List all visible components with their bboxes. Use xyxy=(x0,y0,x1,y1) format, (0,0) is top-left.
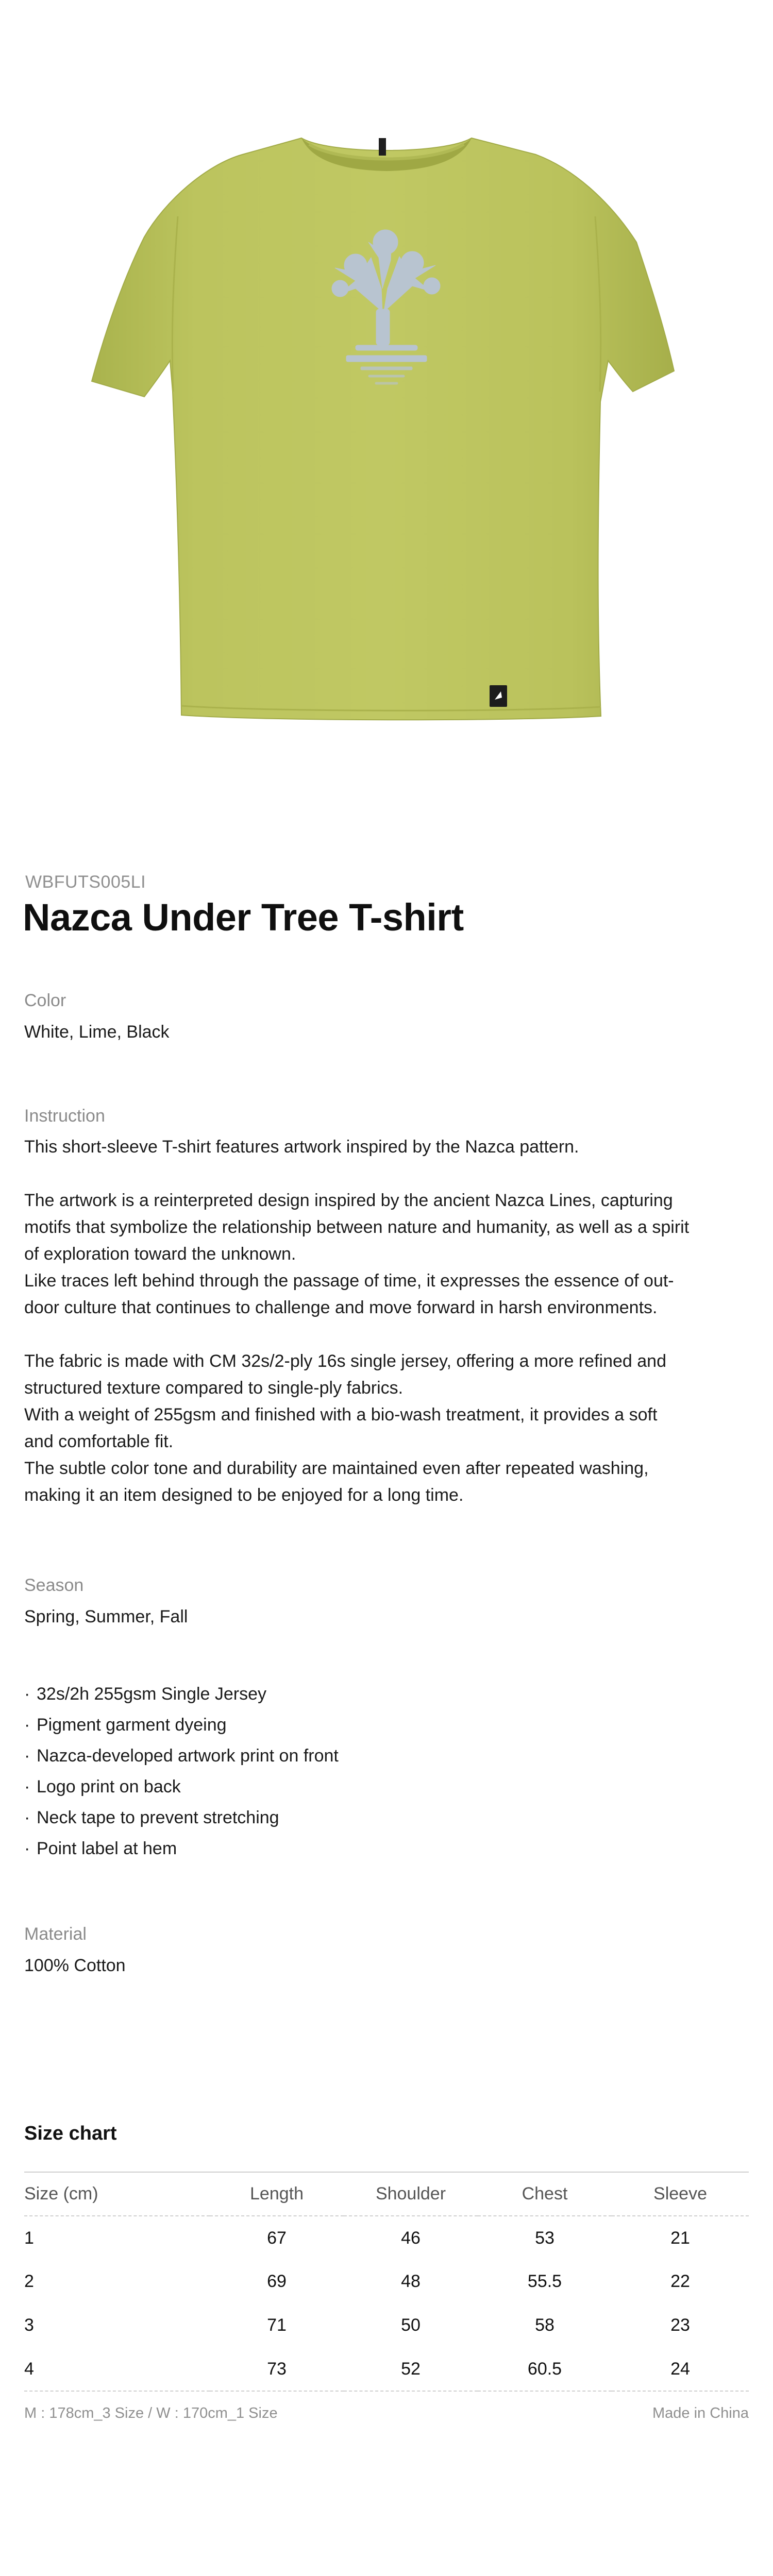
size-chart-footnote xyxy=(24,2405,749,2422)
table-header-row xyxy=(24,2172,749,2216)
material-label: Material xyxy=(24,1924,87,1944)
country-of-origin: Made in China xyxy=(652,2405,749,2421)
table-row xyxy=(24,2216,749,2260)
text-line: Like traces left behind through the passage of time, it expresses the essence of out- xyxy=(24,1271,674,1291)
feature-list xyxy=(24,1679,339,1864)
tshirt-illustration xyxy=(0,0,773,829)
color-section xyxy=(24,991,756,1042)
feature-item xyxy=(24,1679,339,1709)
cell: 71 xyxy=(267,2315,287,2335)
color-value: White, Lime, Black xyxy=(24,1022,170,1042)
cell: 21 xyxy=(670,2228,690,2248)
product-sku: WBFUTS005LI xyxy=(25,872,146,892)
text-line: With a weight of 255gsm and finished with a bio-wash treatment, it provides a soft xyxy=(24,1405,658,1425)
text-line: structured texture compared to single-ply fabrics. xyxy=(24,1378,404,1398)
cell: 23 xyxy=(670,2315,690,2335)
cell: 60.5 xyxy=(527,2359,562,2379)
cell: 4 xyxy=(24,2359,34,2379)
header-sleeve: Sleeve xyxy=(653,2184,707,2204)
instruction-paragraph-1 xyxy=(24,1133,756,1160)
header-size: Size (cm) xyxy=(24,2184,98,2204)
feature-item xyxy=(24,1833,339,1864)
text-line: The subtle color tone and durability are maintained even after repeated washing, xyxy=(24,1459,649,1478)
size-chart-table xyxy=(24,2172,749,2392)
text-line: The artwork is a reinterpreted design inspired by the ancient Nazca Lines, capturing xyxy=(24,1191,673,1210)
material-value: 100% Cotton xyxy=(24,1956,126,1975)
cell: 58 xyxy=(535,2315,554,2335)
bullet: · xyxy=(24,1746,30,1766)
cell: 46 xyxy=(401,2228,421,2248)
feature-text: 32s/2h 255gsm Single Jersey xyxy=(37,1684,267,1704)
instruction-paragraph-2 xyxy=(24,1187,756,1321)
product-title: Nazca Under Tree T-shirt xyxy=(23,896,464,939)
text-line: This short-sleeve T-shirt features artwork inspired by the Nazca pattern. xyxy=(24,1137,579,1157)
color-label: Color xyxy=(24,991,66,1010)
model-size-note: M : 178cm_3 Size / W : 170cm_1 Size xyxy=(24,2405,278,2421)
feature-item xyxy=(24,1802,339,1833)
cell: 1 xyxy=(24,2228,34,2248)
bullet: · xyxy=(24,1839,30,1858)
tshirt-body xyxy=(92,138,674,720)
feature-item xyxy=(24,1740,339,1771)
instruction-paragraph-3 xyxy=(24,1348,756,1509)
cell: 53 xyxy=(535,2228,554,2248)
season-section xyxy=(24,1575,756,1627)
header-shoulder: Shoulder xyxy=(375,2184,446,2204)
text-line: The fabric is made with CM 32s/2-ply 16s single jersey, offering a more refined and xyxy=(24,1351,666,1371)
text-line: of exploration toward the unknown. xyxy=(24,1244,296,1264)
cell: 55.5 xyxy=(527,2272,562,2291)
cell: 73 xyxy=(267,2359,287,2379)
text-line: door culture that continues to challenge and move forward in harsh environments. xyxy=(24,1298,658,1317)
text-line: making it an item designed to be enjoyed for a long time. xyxy=(24,1485,464,1505)
cell: 67 xyxy=(267,2228,287,2248)
cell: 48 xyxy=(401,2272,421,2291)
text-line: and comfortable fit. xyxy=(24,1432,174,1451)
season-value: Spring, Summer, Fall xyxy=(24,1607,188,1626)
product-image xyxy=(0,0,773,829)
instruction-section xyxy=(24,1106,756,1509)
feature-item xyxy=(24,1771,339,1802)
table-row xyxy=(24,2347,749,2391)
bullet: · xyxy=(24,1777,30,1797)
material-section xyxy=(24,1924,756,1976)
instruction-label: Instruction xyxy=(24,1106,105,1126)
cell: 50 xyxy=(401,2315,421,2335)
table-row xyxy=(24,2260,749,2303)
header-chest: Chest xyxy=(522,2184,568,2204)
cell: 2 xyxy=(24,2272,34,2291)
cell: 69 xyxy=(267,2272,287,2291)
feature-text: Pigment garment dyeing xyxy=(37,1715,227,1735)
feature-item xyxy=(24,1709,339,1740)
feature-text: Nazca-developed artwork print on front xyxy=(37,1746,339,1766)
cell: 22 xyxy=(670,2272,690,2291)
header-length: Length xyxy=(250,2184,304,2204)
feature-text: Neck tape to prevent stretching xyxy=(37,1808,279,1827)
table-row xyxy=(24,2303,749,2347)
bullet: · xyxy=(24,1808,30,1827)
season-label: Season xyxy=(24,1575,84,1595)
size-chart-title: Size chart xyxy=(24,2123,117,2144)
cell: 24 xyxy=(670,2359,690,2379)
feature-text: Point label at hem xyxy=(37,1839,177,1858)
feature-text: Logo print on back xyxy=(37,1777,181,1797)
cell: 3 xyxy=(24,2315,34,2335)
cell: 52 xyxy=(401,2359,421,2379)
neck-label xyxy=(379,138,386,156)
bullet: · xyxy=(24,1715,30,1735)
bullet: · xyxy=(24,1684,30,1704)
text-line: motifs that symbolize the relationship between nature and humanity, as well as a spirit xyxy=(24,1217,690,1237)
